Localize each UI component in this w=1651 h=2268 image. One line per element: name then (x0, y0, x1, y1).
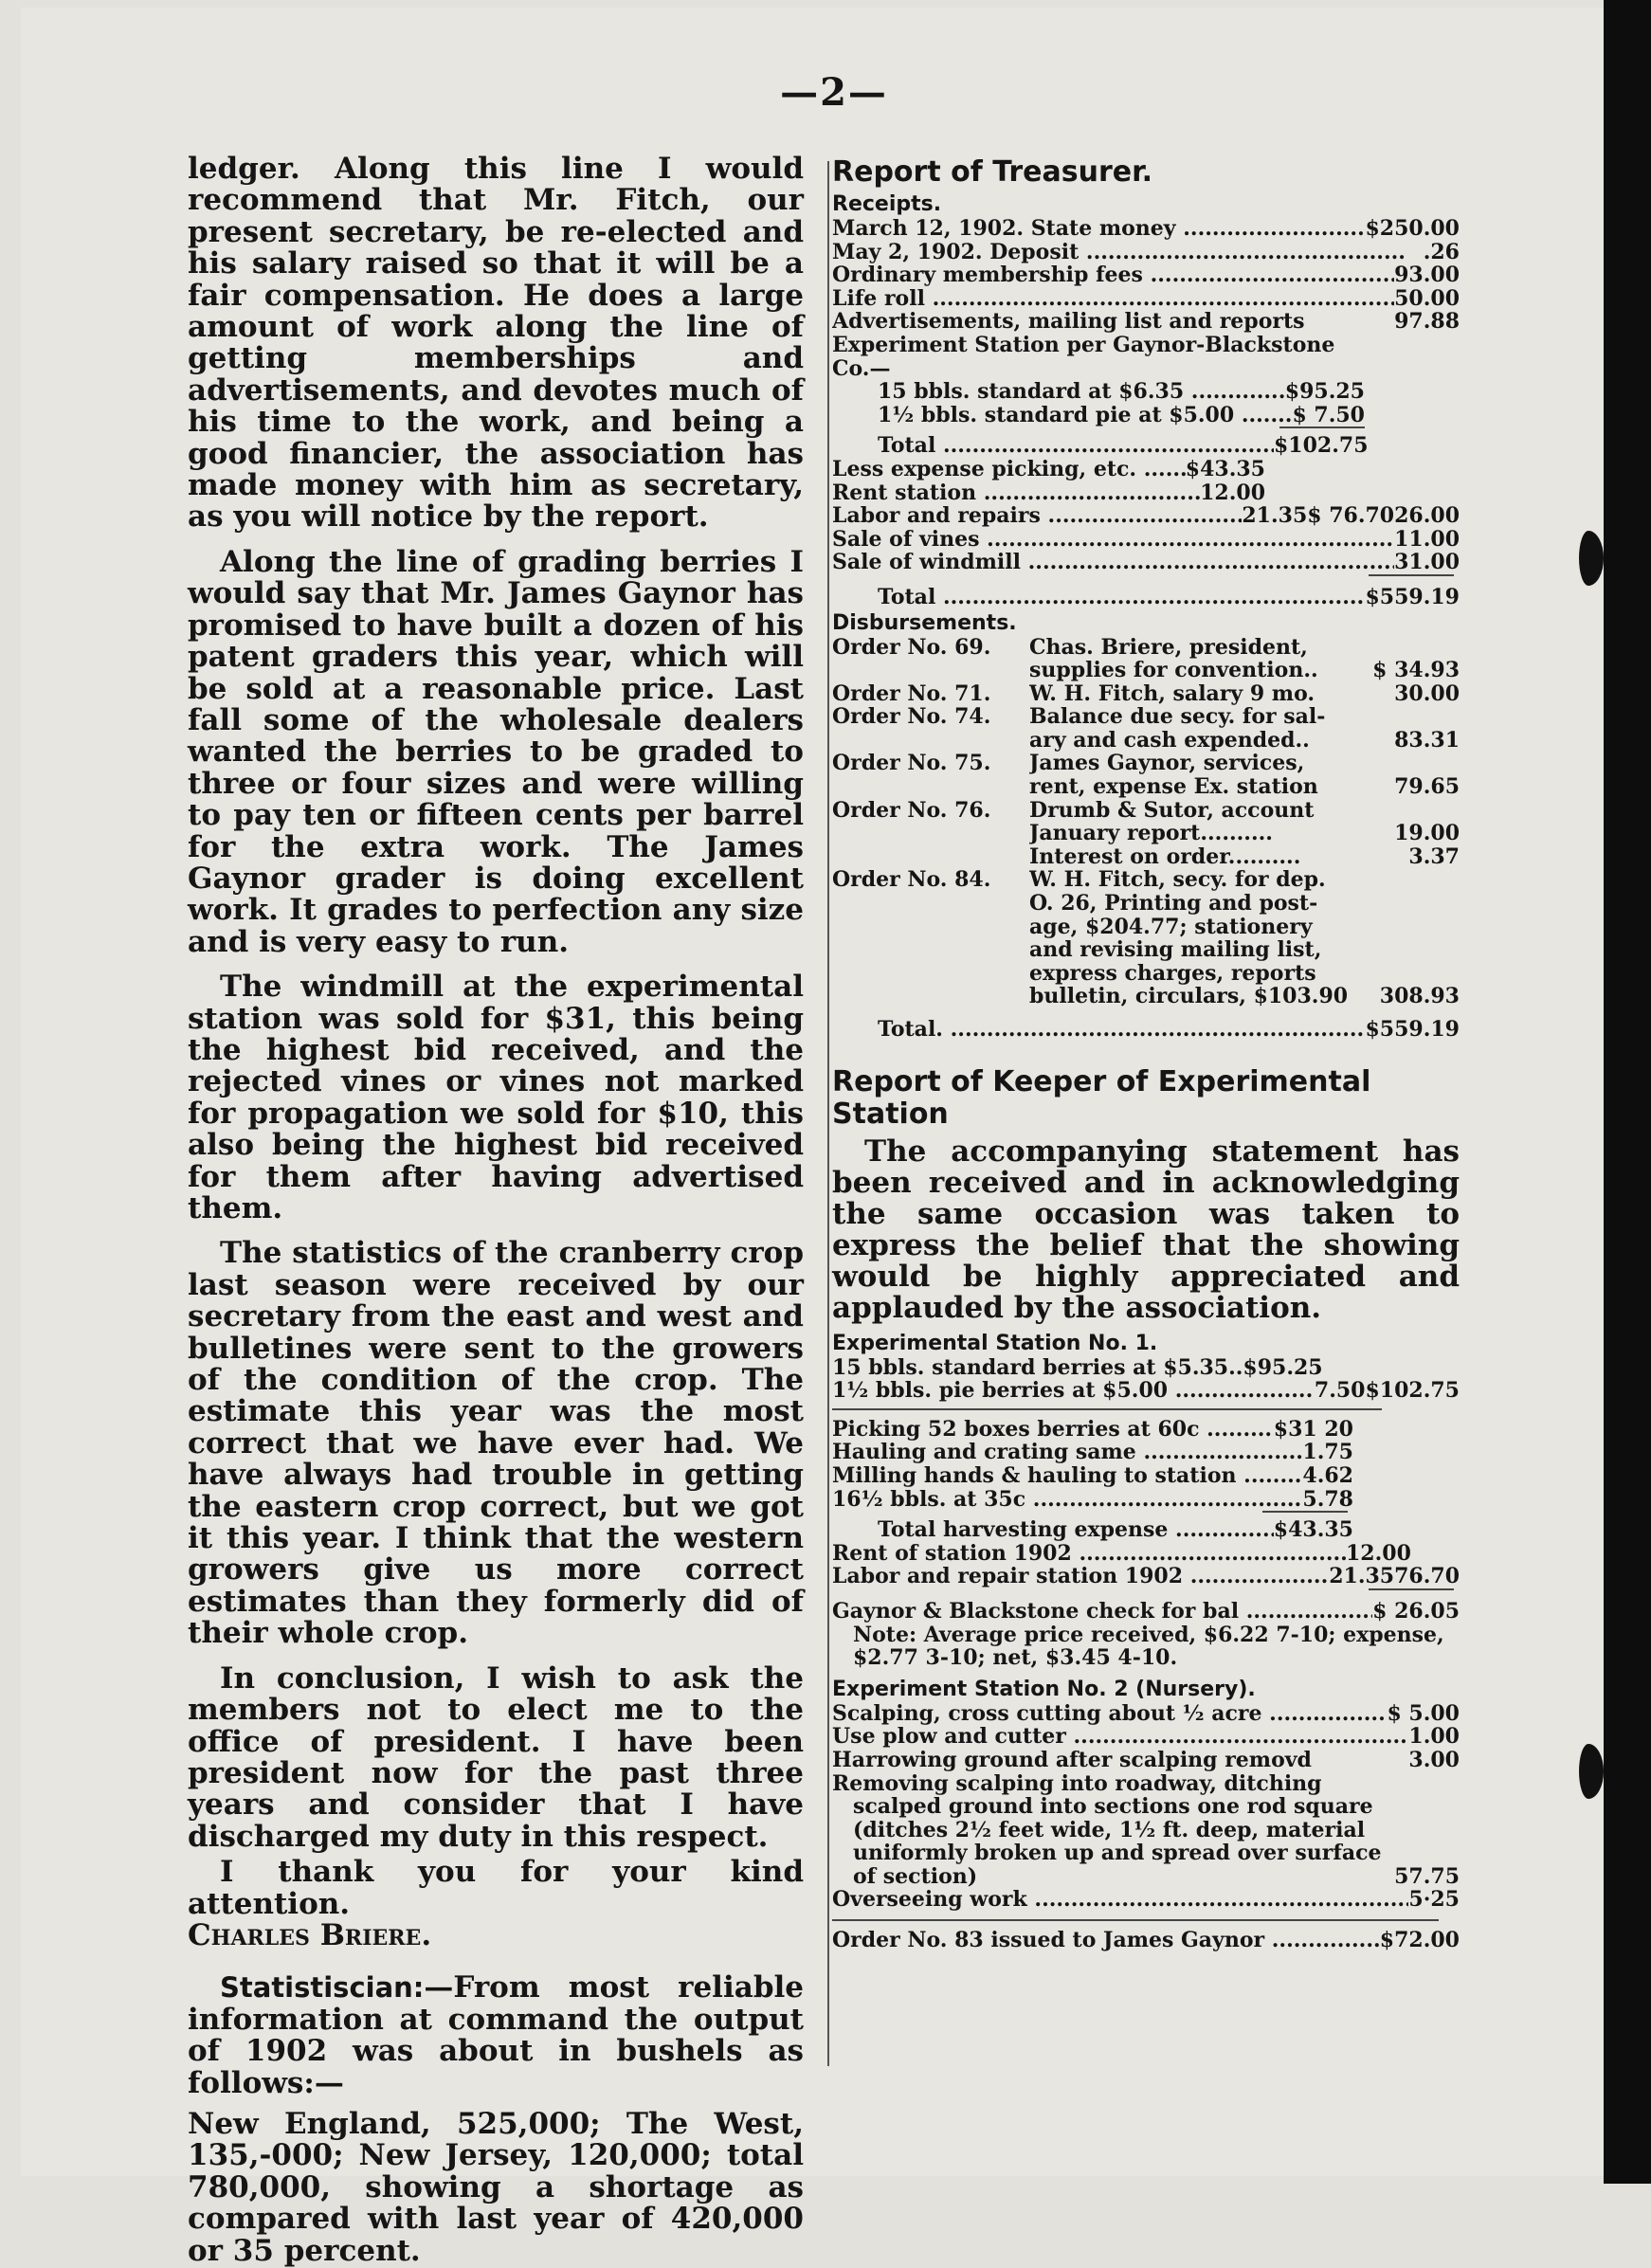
closing-line: I thank you for your kind attention. (188, 1855, 804, 1921)
order-line: W. H. Fitch, secy. for dep. (1029, 868, 1326, 893)
paragraph: Along the line of grading berries I would say that Mr. James Gaynor has promised to have built a dozen of his patent graders this year, which will be sold at a reasonable price. Last fall some of the wholesale dealers wanted the berries to be graded to three or four sizes and were willing to pay ten or fifteen cents per barrel for the extra work. The James Gaynor grader is doing excellent work. It grades to perfection any size and is very easy to run. (188, 544, 804, 959)
order-line: and revising mailing list, (1029, 938, 1322, 962)
paragraph: In conclusion, I wish to ask the members not to elect me to the office of president. I have been president now for the past three years and consider that I have discharged my duty in this respect. (188, 1660, 804, 1854)
other-receipt-row: Sale of vines ..... 11.00 (832, 528, 1460, 552)
order-number: Order No. 84. (832, 867, 991, 893)
station-item: 1½ bbls. standard pie at $5.00 ..... $ 7.50 (832, 404, 1460, 427)
order-line: age, $204.77; stationery (1029, 915, 1313, 939)
station-total: Total ..... $102.75 (832, 434, 1460, 458)
expense-row: Less expense picking, etc. ..... $43.35 (832, 458, 1460, 481)
price-note: Note: Average price received, $6.22 7-10; expense, $2.77 3-10; net, $3.45 4-10. (853, 1622, 1444, 1671)
expense-row: Labor and repairs ..... 21.35 $ 76.70 26.00 (832, 504, 1460, 528)
berries-row: 1½ bbls. pie berries at $5.00 ..... 7.50 $102.75 (832, 1379, 1460, 1403)
receipt-row: Advertisements, mailing list and reports 97.88 (832, 309, 1460, 335)
nursery-row: Harrowing ground after scalping removd 3.00 (832, 1747, 1460, 1772)
order-number: Order No. 71. (832, 680, 991, 706)
receipts-total: Total ..... $559.19 (832, 586, 1460, 609)
disbursements-total: Total. ..... $559.19 (832, 1018, 1460, 1042)
picking-row: Picking 52 boxes berries at 60c ..... $31 20 (832, 1418, 1460, 1442)
left-column (188, 154, 804, 2267)
receipts-list (832, 217, 1460, 609)
station1-list (832, 1356, 1460, 1670)
station-item: 15 bbls. standard at $6.35 ..... $95.25 (832, 380, 1460, 404)
harvest-total: Total harvesting expense ..... $43.35 (832, 1518, 1460, 1542)
receipt-row: March 12, 1902. State money ..... $250.00 (832, 217, 1460, 241)
order-entry (832, 752, 1460, 798)
order-line: bulletin, circulars, $103.90 308.93 (1029, 984, 1460, 1009)
order-entry (832, 868, 1460, 1008)
order-line: ary and cash expended.. 83.31 (1029, 727, 1460, 753)
section-rule (832, 1408, 1382, 1410)
statistician-paragraph (188, 1972, 804, 2099)
order-line: rent, expense Ex. station 79.65 (1029, 774, 1460, 800)
order-number: Order No. 75. (832, 751, 991, 776)
nursery-row: Removing scalping into roadway, ditching scalped ground into sections one rod square (ditches 2½ feet wide, 1½ ft. deep, material uniformly broken up and spread over surface of section) 57.75 (832, 1771, 1460, 1889)
order-line: Drumb & Sutor, account (1029, 798, 1315, 823)
station1-title: Experimental Station No. 1. (832, 1331, 1158, 1355)
binder-hole-top (1573, 531, 1604, 586)
expense-row: Rent station ..... 12.00 (832, 481, 1460, 505)
nursery-row: Overseeing work ..... 5·25 (832, 1888, 1460, 1912)
receipts-title: Receipts. (832, 192, 942, 216)
balance-row: Gaynor & Blackstone check for bal ..... $ 26.05 (832, 1600, 1460, 1624)
statistician-figures: New England, 525,000; The West, 135,-000; New Jersey, 120,000; total 780,000, showing a shortage as compared with last year of 420,000 or 35 percent. (188, 2106, 804, 2268)
order-line: James Gaynor, services, (1029, 752, 1305, 776)
column-divider (827, 161, 829, 2066)
paragraph: The windmill at the experimental station was sold for $31, this being the highest bid received, and the rejected vines or vines not marked for propagation we sold for $10, this also being the highest bid received for them after having advertised them. (188, 970, 804, 1225)
order-entry (832, 799, 1460, 869)
picking-row: Milling hands & hauling to station ..... 4.62 (832, 1464, 1460, 1488)
other-receipt-row: Sale of windmill ..... 31.00 (832, 551, 1460, 574)
order-line: W. H. Fitch, salary 9 mo. 30.00 (1029, 680, 1460, 706)
page-binding-edge (1604, 0, 1651, 2184)
order-number: Order No. 69. (832, 634, 991, 660)
signature: Charles Briere. (188, 1917, 432, 1952)
statistician-text: —From most reliable information at command the output of 1902 was about in bushels as follows:— (188, 1970, 804, 2100)
right-column (832, 156, 1460, 1952)
nursery-row: Use plow and cutter ..... 1.00 (832, 1725, 1460, 1749)
section-rule (832, 1919, 1439, 1921)
page-number: —2— (780, 70, 888, 115)
picking-row: 16½ bbls. at 35c ..... 5.78 (832, 1488, 1460, 1512)
keeper-intro: The accompanying statement has been received and in acknowledging the same occasion was taken to express the belief that the showing would be highly appreciated and applauded by the association. (832, 1134, 1460, 1325)
final-order-row: Order No. 83 issued to James Gaynor ..... $72.00 (832, 1929, 1460, 1952)
picking-row: Hauling and crating same ..... 1.75 (832, 1441, 1460, 1464)
station-cost-row: Labor and repair station 1902 ..... 21.35 76.70 (832, 1565, 1460, 1588)
station2-title: Experiment Station No. 2 (Nursery). (832, 1677, 1256, 1701)
nursery-row: Scalping, cross cutting about ½ acre ..... $ 5.00 (832, 1702, 1460, 1726)
paragraph: ledger. Along this line I would recommend that Mr. Fitch, our present secretary, be re-elected and his salary raised so that it will be a fair compensation. He does a large amount of work along the line of getting memberships and advertisements, and devotes much of his time to the work, and being a good financier, the association has made money with him as secretary, as you will notice by the report. (188, 152, 804, 535)
order-line: January report.......... 19.00 (1029, 821, 1460, 846)
order-line: supplies for convention.. $ 34.93 (1029, 658, 1460, 683)
nursery-list (832, 1702, 1460, 1952)
order-line: Interest on order.......... 3.37 (1029, 844, 1460, 869)
receipt-row: Life roll ..... 50.00 (832, 287, 1460, 311)
order-entry (832, 636, 1460, 682)
paragraph: The statistics of the cranberry crop last season were received by our secretary from the east and west and bulletines were sent to the growers of the condition of the crop. The estimate this year was the most correct that we have ever had. We have always had trouble in getting the eastern crop correct, but we got it this year. I think that the western growers give us more correct estimates than they formerly did of their whole crop. (188, 1236, 804, 1651)
disbursements-title: Disbursements. (832, 610, 1017, 635)
statistician-heading: Statistiscian: (220, 1971, 425, 2005)
order-line: Chas. Briere, president, (1029, 635, 1308, 660)
disbursements-list (832, 636, 1460, 1009)
order-number: Order No. 76. (832, 797, 991, 823)
receipt-row: Experiment Station per Gaynor-Blackstone Co.— (832, 333, 1335, 381)
station-cost-row: Rent of station 1902 ..... 12.00 (832, 1542, 1460, 1566)
binder-hole-bottom (1573, 1744, 1604, 1799)
order-entry (832, 682, 1460, 706)
receipt-row: May 2, 1902. Deposit ..... .26 (832, 241, 1460, 264)
keeper-title: Report of Keeper of Experimental (832, 1064, 1371, 1098)
order-entry (832, 705, 1460, 752)
order-line: Balance due secy. for sal- (1029, 705, 1326, 729)
order-number: Order No. 74. (832, 704, 991, 730)
order-line: express charges, reports (1029, 961, 1316, 986)
order-line: O. 26, Printing and post- (1029, 892, 1318, 916)
receipt-row: Ordinary membership fees ..... 93.00 (832, 263, 1460, 287)
keeper-title-line2: Station (832, 1097, 949, 1131)
berries-row: 15 bbls. standard berries at $5.35..$95.25 (832, 1355, 1323, 1380)
treasurer-title: Report of Treasurer. (832, 155, 1153, 189)
